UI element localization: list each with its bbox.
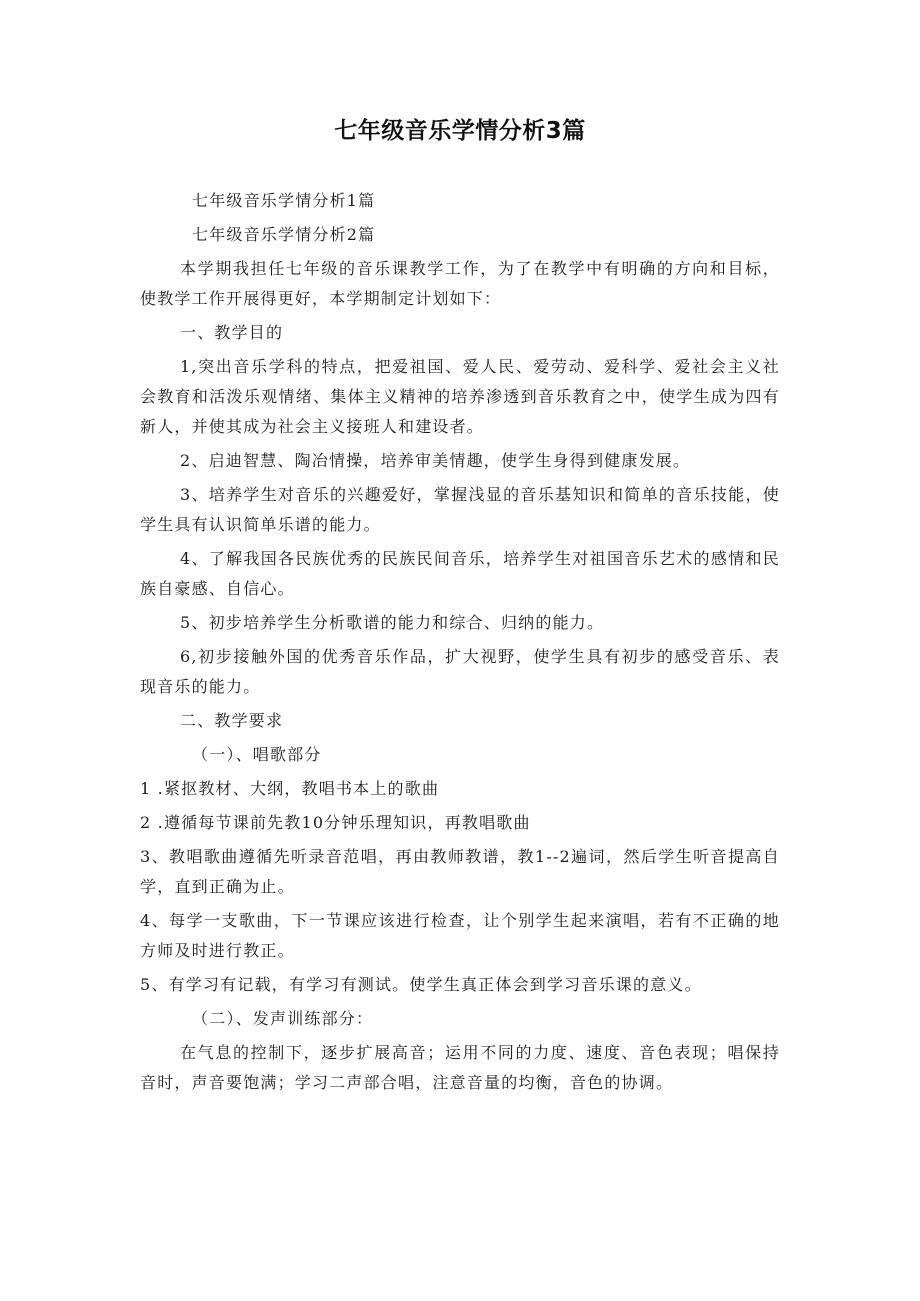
- paragraph-link-part1: 七年级音乐学情分析1篇: [192, 191, 376, 210]
- paragraph-intro: 本学期我担任七年级的音乐课教学工作，为了在教学中有明确的方向和目标，使教学工作开展得更好，本学期制定计划如下：: [140, 259, 780, 308]
- singing-item-5: 5、有学习有记载，有学习有测试。使学生真正体会到学习音乐课的意义。: [140, 975, 702, 994]
- subsection-heading-singing: （一）、唱歌部分: [192, 745, 322, 764]
- singing-item-2: 2 .遵循每节课前先教10分钟乐理知识，再教唱歌曲: [140, 813, 531, 832]
- subsection-heading-vocal: （二）、发声训练部分：: [192, 1009, 374, 1028]
- singing-item-1: 1 .紧抠教材、大纲，教唱书本上的歌曲: [140, 779, 440, 798]
- singing-item-4: 4、每学一支歌曲，下一节课应该进行检查，让个别学生起来演唱，若有不正确的地方师及时进行教正。: [140, 911, 780, 960]
- goal-item-2: 2、启迪智慧、陶冶情操，培养审美情趣，使学生身得到健康发展。: [180, 451, 691, 470]
- goal-item-4: 4、了解我国各民族优秀的民族民间音乐，培养学生对祖国音乐艺术的感情和民族自豪感、自信心。: [140, 549, 780, 598]
- goal-item-1: 1,突出音乐学科的特点，把爱祖国、爱人民、爱劳动、爱科学、爱社会主义社会教育和活泼乐观情绪、集体主义精神的培养渗透到音乐教育之中，使学生成为四有新人，并使其成为社会主义接班人和建设者。: [140, 357, 780, 436]
- document-body: [140, 186, 780, 1102]
- vocal-training-text: 在气息的控制下，逐步扩展高音；运用不同的力度、速度、音色表现；唱保持音时，声音要饱满；学习二声部合唱，注意音量的均衡，音色的协调。: [140, 1043, 780, 1092]
- singing-item-3: 3、教唱歌曲遵循先听录音范唱，再由教师教谱，教1--2遍词，然后学生听音提高自学，直到正确为止。: [140, 847, 780, 896]
- section-heading-requirements: 二、教学要求: [180, 711, 284, 730]
- goal-item-6: 6,初步接触外国的优秀音乐作品，扩大视野，使学生具有初步的感受音乐、表现音乐的能力。: [140, 647, 780, 696]
- section-heading-goals: 一、教学目的: [180, 323, 284, 342]
- goal-item-5: 5、初步培养学生分析歌谱的能力和综合、归纳的能力。: [180, 613, 605, 632]
- document-title: 七年级音乐学情分析3篇: [334, 118, 586, 144]
- goal-item-3: 3、培养学生对音乐的兴趣爱好，掌握浅显的音乐基知识和简单的音乐技能，使学生具有认识简单乐谱的能力。: [140, 485, 780, 534]
- paragraph-link-part2: 七年级音乐学情分析2篇: [192, 225, 376, 244]
